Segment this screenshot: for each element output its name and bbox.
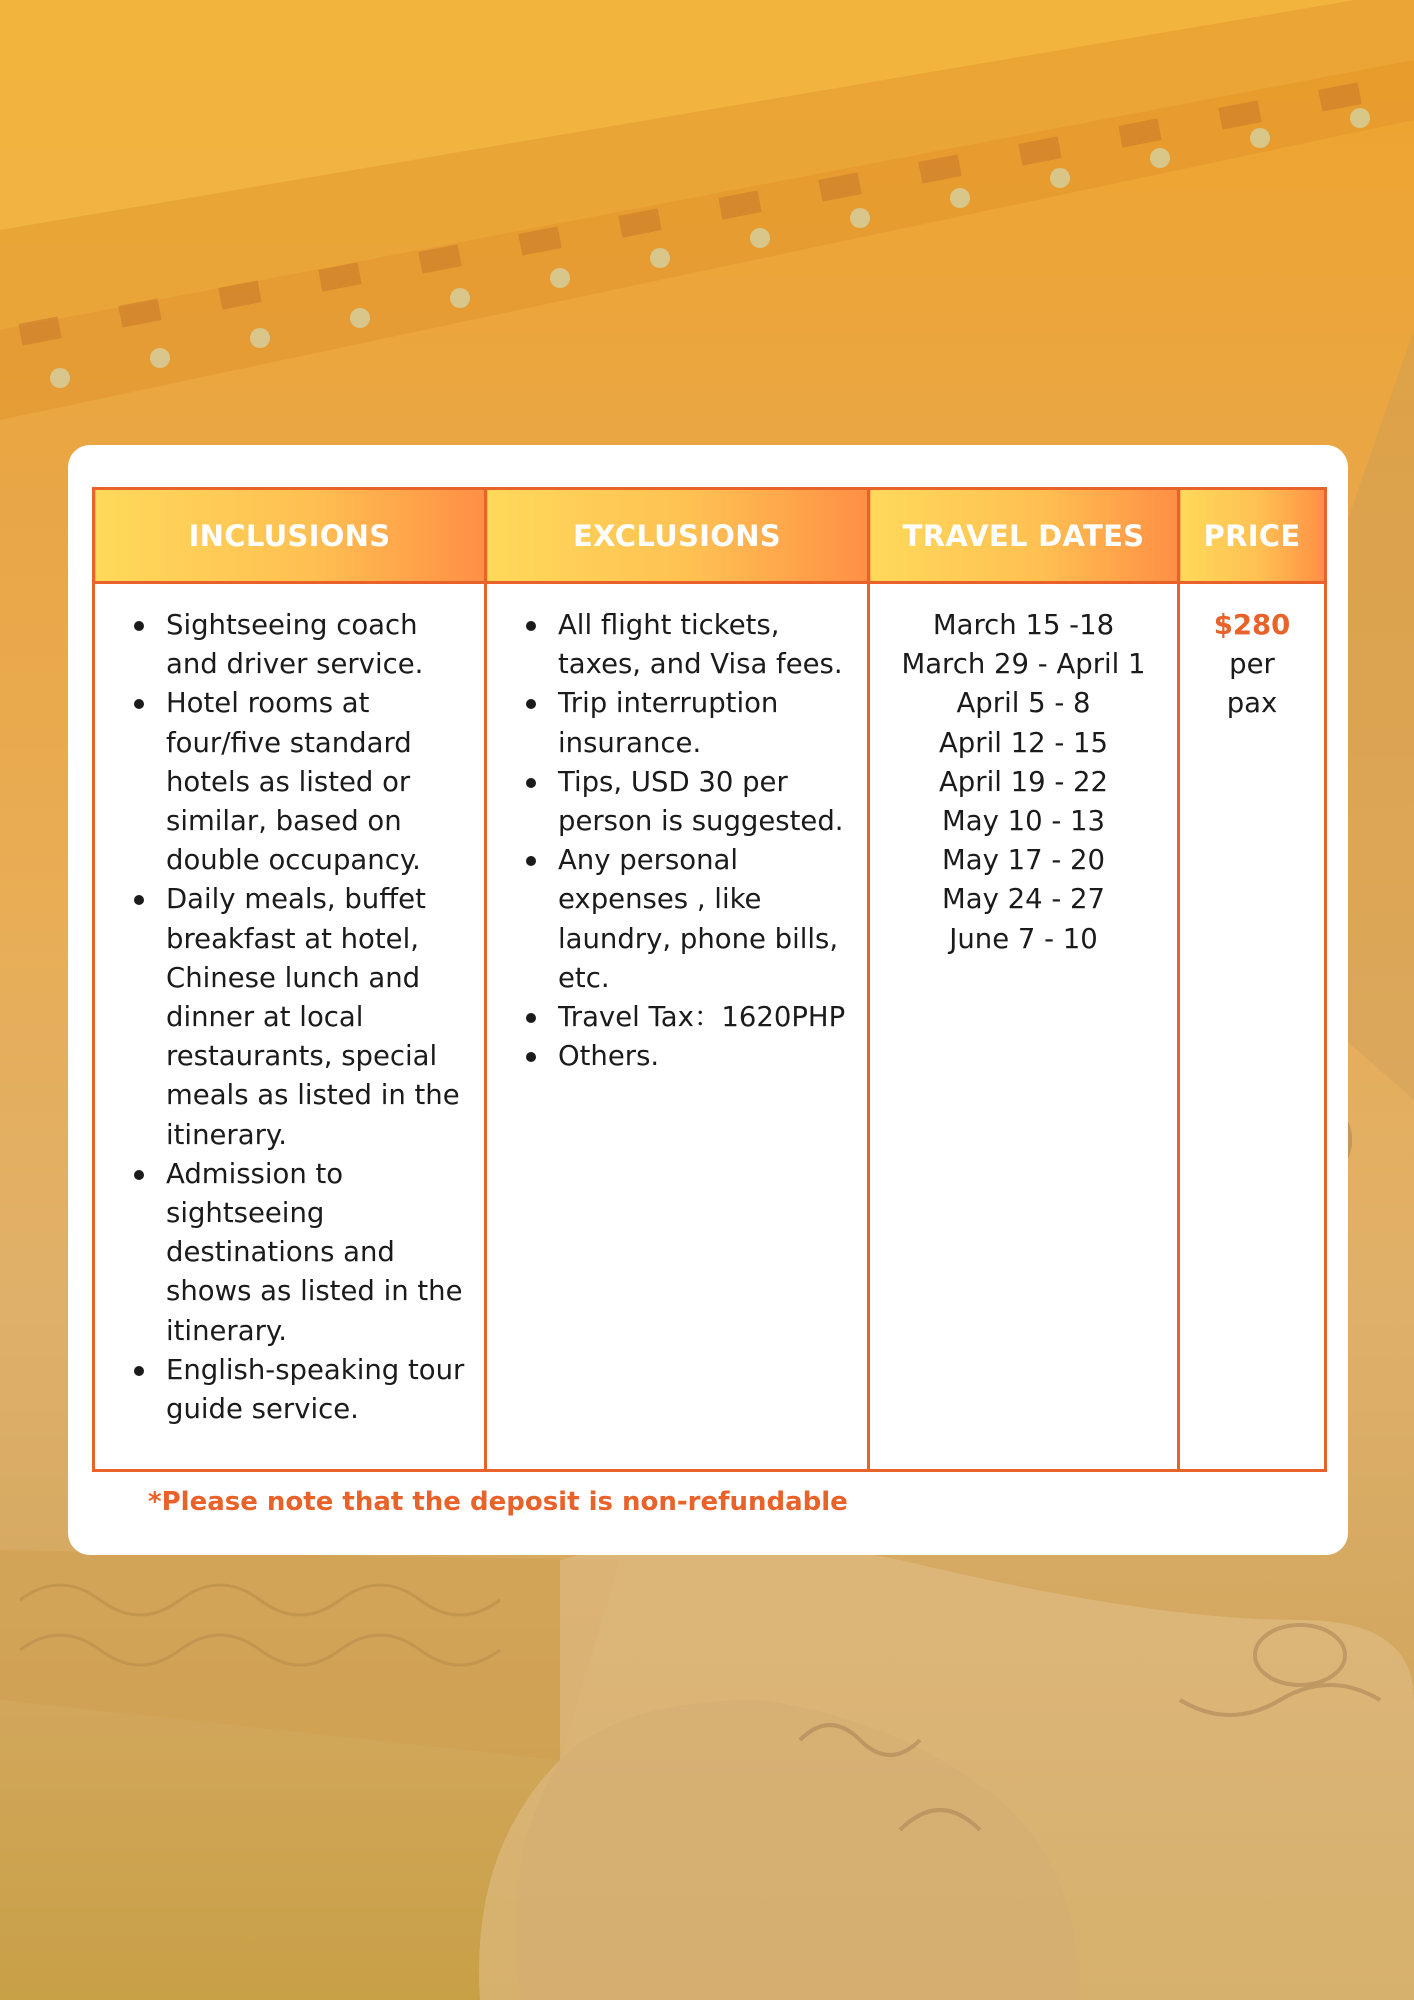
list-item: All flight tickets, taxes, and Visa fees.: [505, 606, 849, 684]
list-item: Travel Tax：1620PHP: [505, 998, 849, 1037]
travel-date: May 17 - 20: [942, 844, 1105, 877]
travel-date: April 19 - 22: [939, 765, 1108, 798]
trip-details-card: [68, 445, 1348, 1555]
travel-date: March 15 -18: [932, 609, 1115, 641]
list-item: Any personal expenses , like laundry, phone bills, etc.: [505, 841, 849, 998]
travel-date: April 12 - 15: [939, 726, 1108, 759]
inclusions-list: [113, 606, 466, 1429]
exclusions-header: EXCLUSIONS: [486, 489, 869, 583]
travel-dates-header: TRAVEL DATES: [869, 489, 1179, 583]
trip-details-table: [92, 487, 1327, 1472]
inclusions-header: INCLUSIONS: [94, 489, 486, 583]
list-item: Hotel rooms at four/five standard hotels as listed or similar, based on double occupancy.: [113, 684, 466, 880]
price-unit: pax: [1226, 687, 1278, 720]
table-header-row: [94, 489, 1326, 583]
travel-date: March 29 - April 1: [901, 648, 1146, 681]
travel-date: May 10 - 13: [942, 805, 1105, 838]
travel-date: June 7 - 10: [949, 922, 1098, 955]
list-item: Admission to sightseeing destinations and shows as listed in the itinerary.: [113, 1155, 466, 1351]
price-amount: $280: [1213, 609, 1291, 641]
exclusions-list: [505, 606, 849, 1076]
list-item: Tips, USD 30 per person is suggested.: [505, 763, 849, 841]
list-item: Trip interruption insurance.: [505, 684, 849, 762]
list-item: English-speaking tour guide service.: [113, 1351, 466, 1429]
price-cell: [1179, 583, 1326, 1471]
inclusions-cell: [94, 583, 486, 1471]
table-row: [94, 583, 1326, 1471]
travel-date: May 24 - 27: [942, 883, 1105, 916]
travel-date: April 5 - 8: [956, 687, 1091, 720]
deposit-note: *Please note that the deposit is non-refundable: [148, 1487, 848, 1517]
list-item: Others.: [505, 1037, 849, 1076]
price-unit: per: [1229, 648, 1275, 681]
exclusions-cell: [486, 583, 869, 1471]
list-item: Sightseeing coach and driver service.: [113, 606, 466, 684]
list-item: Daily meals, buffet breakfast at hotel, Chinese lunch and dinner at local restaurants, special meals as listed in the itinerary.: [113, 880, 466, 1154]
price-header: PRICE: [1179, 489, 1326, 583]
travel-dates-cell: [869, 583, 1179, 1471]
